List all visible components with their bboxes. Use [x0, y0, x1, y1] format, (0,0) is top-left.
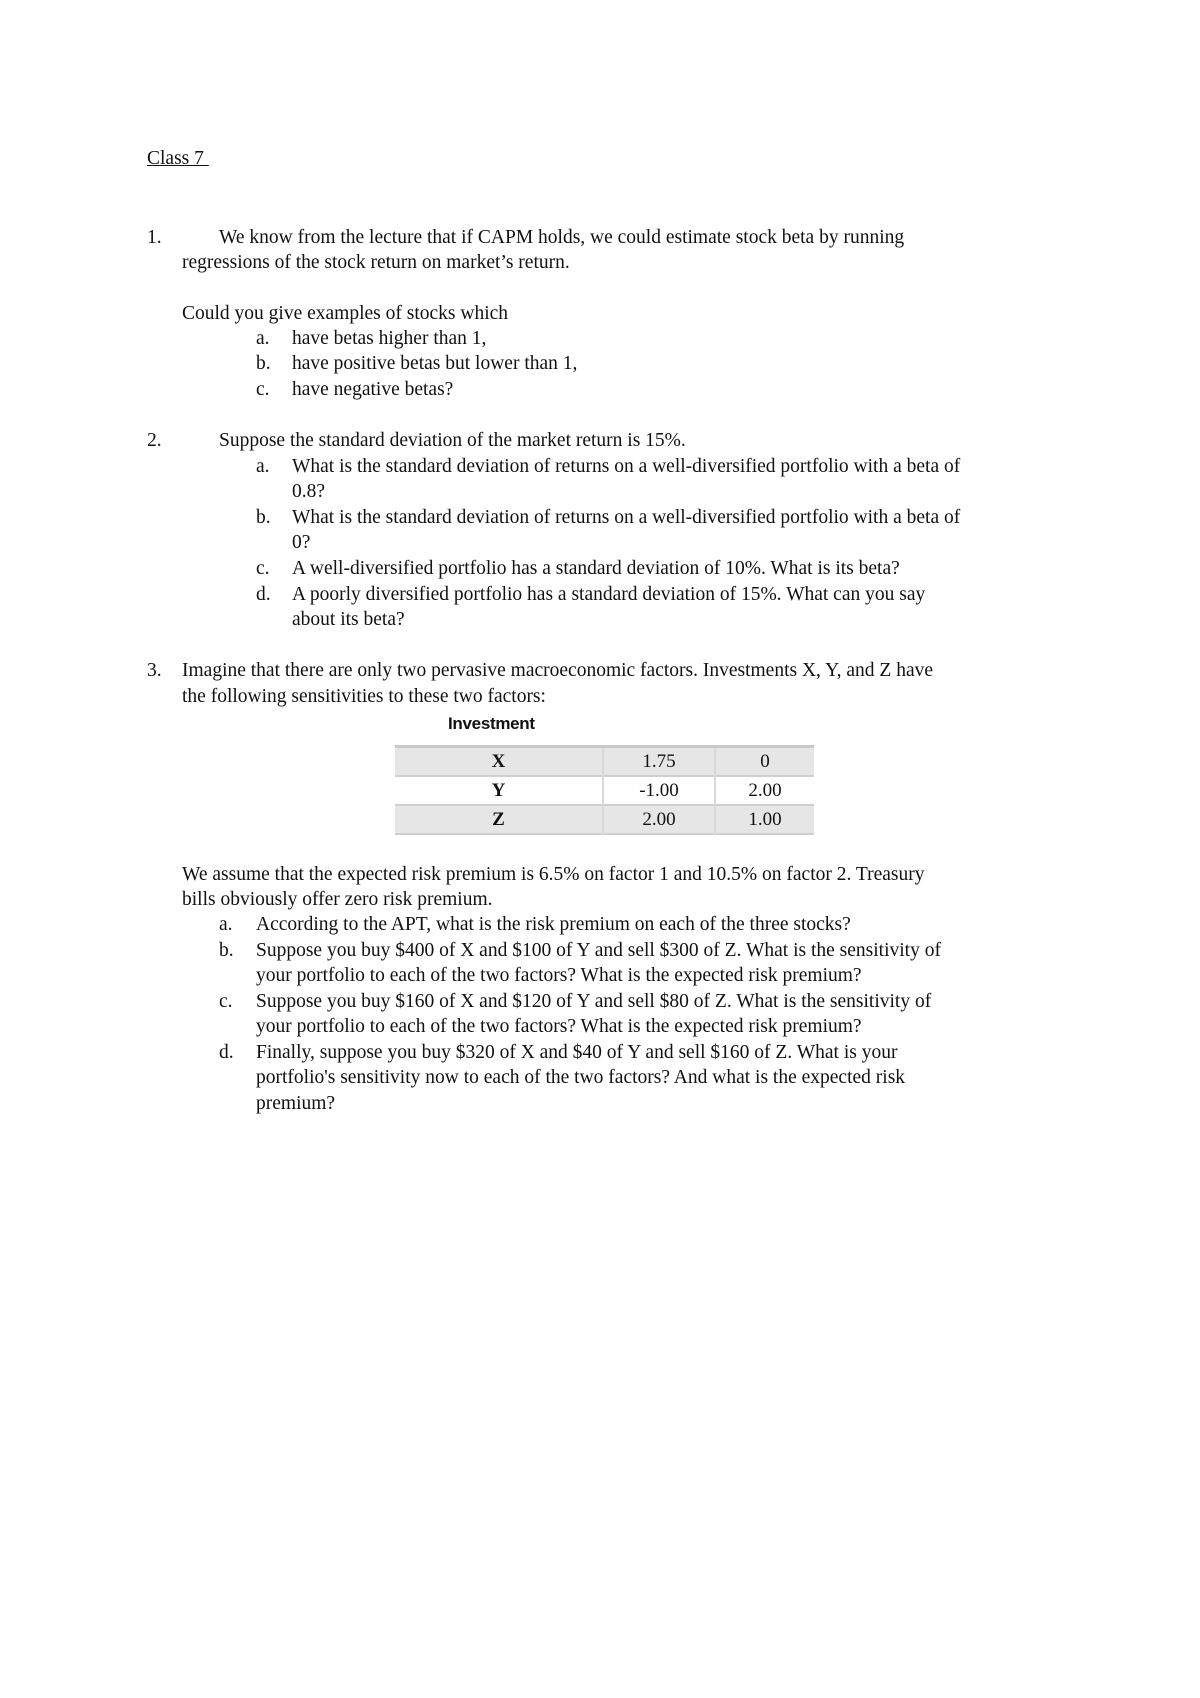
table-cell: 2.00: [603, 805, 715, 834]
table-cell: X: [395, 747, 603, 777]
table-cell: Y: [395, 776, 603, 805]
table-caption: Investment: [448, 714, 535, 733]
list-item: A poorly diversified portfolio has a standard deviation of 15%. What can you say: [292, 584, 926, 605]
list-letter: b.: [219, 940, 234, 961]
table-cell: 1.75: [603, 747, 715, 777]
list-letter: b.: [256, 507, 271, 528]
list-letter: c.: [256, 379, 270, 400]
sensitivity-table: [395, 745, 814, 835]
table-cell: -1.00: [603, 776, 715, 805]
question-number: 1.: [147, 227, 162, 248]
page-title: Class 7: [147, 148, 209, 169]
table-cell: 2.00: [748, 779, 782, 801]
list-item: your portfolio to each of the two factors? What is the expected risk premium?: [256, 965, 862, 986]
list-letter: d.: [219, 1042, 234, 1063]
list-item: about its beta?: [292, 609, 405, 630]
list-letter: a.: [256, 456, 270, 477]
list-letter: d.: [256, 584, 271, 605]
table-cell: 0: [715, 747, 814, 777]
question-text-line: regressions of the stock return on market’s return.: [182, 252, 570, 273]
question-number: 3.: [147, 660, 162, 681]
list-item: Finally, suppose you buy $320 of X and $40 of Y and sell $160 of Z. What is your: [256, 1042, 898, 1063]
list-item: your portfolio to each of the two factors? What is the expected risk premium?: [256, 1016, 862, 1037]
list-item: have negative betas?: [292, 379, 454, 400]
question-text-line: Suppose the standard deviation of the market return is 15%.: [219, 430, 686, 451]
list-item: 0.8?: [292, 481, 326, 502]
question-text-line: We know from the lecture that if CAPM holds, we could estimate stock beta by running: [219, 227, 905, 248]
list-item: 0?: [292, 532, 311, 553]
list-letter: c.: [219, 991, 233, 1012]
question-text-line: Imagine that there are only two pervasive macroeconomic factors. Investments X, Y, and Z have: [182, 660, 934, 681]
list-item: portfolio's sensitivity now to each of the two factors? And what is the expected risk: [256, 1067, 906, 1088]
question-number: 2.: [147, 430, 162, 451]
list-letter: b.: [256, 353, 271, 374]
table-row: [395, 805, 814, 834]
list-item: Suppose you buy $160 of X and $120 of Y and sell $80 of Z. What is the sensitivity of: [256, 991, 932, 1012]
question-text-line: the following sensitivities to these two factors:: [182, 686, 546, 707]
question-intro: Could you give examples of stocks which: [182, 303, 509, 324]
list-item: have positive betas but lower than 1,: [292, 353, 578, 374]
list-item: Suppose you buy $400 of X and $100 of Y and sell $300 of Z. What is the sensitivity of: [256, 940, 941, 961]
question-text-line: bills obviously offer zero risk premium.: [182, 889, 493, 910]
table-cell: 1.00: [715, 805, 814, 834]
question-text-line: We assume that the expected risk premium is 6.5% on factor 1 and 10.5% on factor 2. Treasury: [182, 864, 925, 885]
list-item: premium?: [256, 1093, 336, 1114]
table-cell: Z: [395, 805, 603, 834]
table-row: [395, 776, 814, 805]
list-item: What is the standard deviation of returns on a well-diversified portfolio with a beta of: [292, 456, 961, 477]
list-letter: a.: [256, 328, 270, 349]
list-letter: a.: [219, 914, 233, 935]
table-row: [395, 747, 814, 777]
list-item: What is the standard deviation of returns on a well-diversified portfolio with a beta of: [292, 507, 961, 528]
list-item: have betas higher than 1,: [292, 328, 487, 349]
list-item: A well-diversified portfolio has a standard deviation of 10%. What is its beta?: [292, 558, 900, 579]
list-letter: c.: [256, 558, 270, 579]
list-item: According to the APT, what is the risk premium on each of the three stocks?: [256, 914, 851, 935]
